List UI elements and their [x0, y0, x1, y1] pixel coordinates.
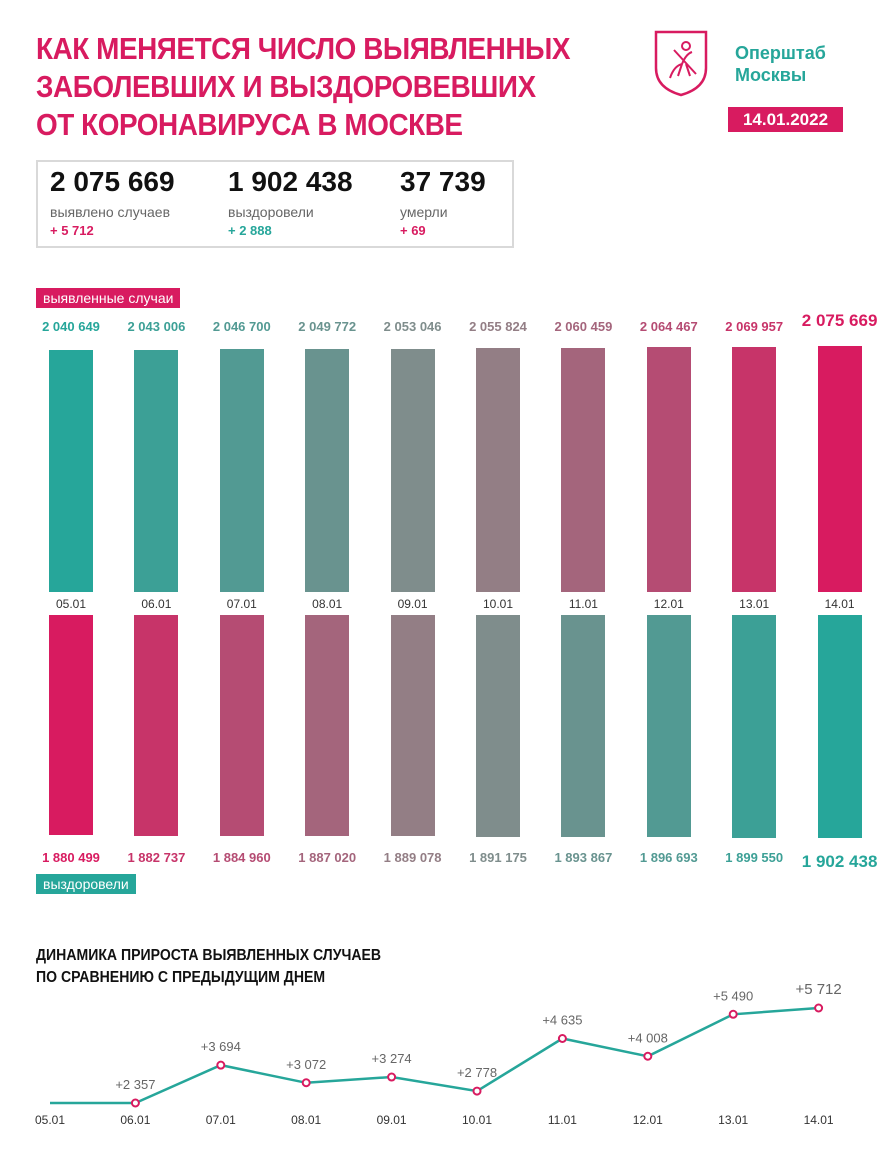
- recovered-bar: [647, 615, 691, 837]
- growth-point: [559, 1035, 566, 1042]
- recovered-bar: [818, 615, 862, 838]
- date-label: 10.01: [482, 597, 514, 611]
- summary-cases: [50, 166, 175, 238]
- growth-line: [50, 1008, 819, 1103]
- recovered-value-label: 1 889 078: [383, 850, 442, 865]
- summary-value: 1 902 438: [228, 166, 353, 197]
- cases-bar: [49, 350, 93, 592]
- growth-value-label: +3 274: [371, 1051, 412, 1067]
- growth-point: [217, 1062, 224, 1069]
- cases-bar: [647, 347, 691, 592]
- date-label: 11.01: [568, 597, 598, 611]
- growth-point: [815, 1005, 822, 1012]
- title-line: КАК МЕНЯЕТСЯ ЧИСЛО ВЫЯВЛЕННЫХ: [36, 31, 571, 66]
- summary-deaths: [400, 166, 486, 238]
- date-label: 08.01: [312, 597, 343, 611]
- growth-point: [132, 1100, 139, 1107]
- recovered-value-label: 1 882 737: [127, 850, 186, 865]
- recovered-bar: [220, 615, 264, 836]
- cases-bar: [305, 349, 349, 592]
- recovered-bar: [134, 615, 178, 836]
- cases-bar: [134, 350, 178, 592]
- recovered-bar: [305, 615, 349, 836]
- cases-bar: [561, 348, 605, 592]
- line-chart-title-line: ПО СРАВНЕНИЮ С ПРЕДЫДУЩИМ ДНЕМ: [36, 969, 326, 986]
- brand-name: [735, 42, 826, 86]
- brand-line: Москвы: [735, 65, 807, 85]
- summary-value: 37 739: [400, 166, 486, 197]
- recovered-bar: [49, 615, 93, 835]
- date-label: 12.01: [653, 597, 684, 611]
- recovered-bar: [476, 615, 520, 837]
- cases-value-label: 2 053 046: [383, 319, 442, 334]
- cases-value-label: 2 075 669: [801, 311, 878, 330]
- growth-date-label: 08.01: [291, 1113, 322, 1127]
- recovered-value-label: 1 887 020: [298, 850, 357, 865]
- recovered-value-label: 1 884 960: [212, 850, 271, 865]
- brand-line: Оперштаб: [735, 43, 826, 63]
- date-label: 09.01: [397, 597, 428, 611]
- summary-delta: + 5 712: [50, 223, 94, 238]
- title-line: ЗАБОЛЕВШИХ И ВЫЗДОРОВЕВШИХ: [36, 69, 536, 104]
- cases-bar: [220, 349, 264, 592]
- recovered-value-label: 1 899 550: [725, 850, 784, 865]
- summary-value: 2 075 669: [50, 166, 175, 197]
- growth-value-label: +3 072: [286, 1056, 327, 1072]
- date-label: 13.01: [739, 597, 770, 611]
- cases-value-label: 2 040 649: [42, 319, 100, 334]
- growth-date-label: 11.01: [547, 1113, 577, 1127]
- summary-label: выздоровели: [228, 204, 314, 220]
- summary-delta: + 69: [400, 223, 426, 238]
- line-chart-title: [36, 945, 381, 989]
- growth-value-label: +5 712: [795, 981, 842, 998]
- summary-label: выявлено случаев: [50, 204, 171, 220]
- growth-date-label: 07.01: [205, 1113, 236, 1127]
- date-label: 07.01: [226, 597, 257, 611]
- growth-date-label: 05.01: [34, 1113, 66, 1127]
- date-label: 05.01: [55, 597, 87, 611]
- summary-box: [36, 160, 514, 248]
- cases-value-label: 2 055 824: [469, 319, 527, 334]
- growth-point: [474, 1088, 481, 1095]
- recovered-value-label: 1 902 438: [801, 852, 878, 871]
- growth-value-label: +5 490: [713, 988, 754, 1004]
- title-line: ОТ КОРОНАВИРУСА В МОСКВЕ: [36, 107, 463, 142]
- cases-value-label: 2 064 467: [639, 319, 698, 334]
- cases-bar: [391, 349, 435, 592]
- date-label: 14.01: [824, 597, 855, 611]
- growth-date-label: 10.01: [461, 1113, 493, 1127]
- page-title: [36, 30, 571, 144]
- date-label: 06.01: [141, 597, 172, 611]
- line-chart-title-line: ДИНАМИКА ПРИРОСТА ВЫЯВЛЕННЫХ СЛУЧАЕВ: [36, 947, 382, 964]
- recovered-value-label: 1 896 693: [639, 850, 698, 865]
- recovered-bar: [391, 615, 435, 836]
- recovered-bar: [732, 615, 776, 838]
- growth-value-label: +4 008: [627, 1030, 668, 1046]
- cases-value-label: 2 043 006: [127, 319, 186, 334]
- recovered-value-label: 1 891 175: [469, 850, 527, 865]
- cases-value-label: 2 049 772: [298, 319, 357, 334]
- cases-value-label: 2 046 700: [212, 319, 271, 334]
- recovered-bar: [561, 615, 605, 837]
- cases-legend-tag: выявленные случаи: [36, 288, 180, 308]
- growth-point: [388, 1074, 395, 1081]
- growth-date-label: 09.01: [376, 1113, 407, 1127]
- summary-recovered: [228, 166, 353, 238]
- cases-bar: [818, 346, 862, 592]
- growth-value-label: +2 778: [456, 1065, 498, 1081]
- growth-point: [303, 1079, 310, 1086]
- growth-value-label: +3 694: [200, 1039, 241, 1055]
- cases-bar: [476, 348, 520, 592]
- moscow-coat-of-arms-icon: [652, 28, 710, 98]
- growth-point: [730, 1011, 737, 1018]
- recovered-value-label: 1 893 867: [554, 850, 613, 865]
- growth-date-label: 06.01: [120, 1113, 151, 1127]
- recovered-legend-tag: выздоровели: [36, 874, 136, 894]
- cases-value-label: 2 060 459: [554, 319, 613, 334]
- cases-value-label: 2 069 957: [725, 319, 784, 334]
- summary-label: умерли: [400, 204, 448, 220]
- cases-bar: [732, 347, 776, 592]
- growth-date-label: 13.01: [718, 1113, 749, 1127]
- date-badge: 14.01.2022: [728, 107, 843, 132]
- growth-point: [644, 1053, 651, 1060]
- growth-value-label: +2 357: [115, 1077, 156, 1092]
- growth-date-label: 14.01: [803, 1113, 834, 1127]
- growth-value-label: +4 635: [542, 1012, 583, 1028]
- summary-delta: + 2 888: [228, 223, 272, 238]
- recovered-value-label: 1 880 499: [42, 850, 100, 865]
- growth-date-label: 12.01: [632, 1113, 663, 1127]
